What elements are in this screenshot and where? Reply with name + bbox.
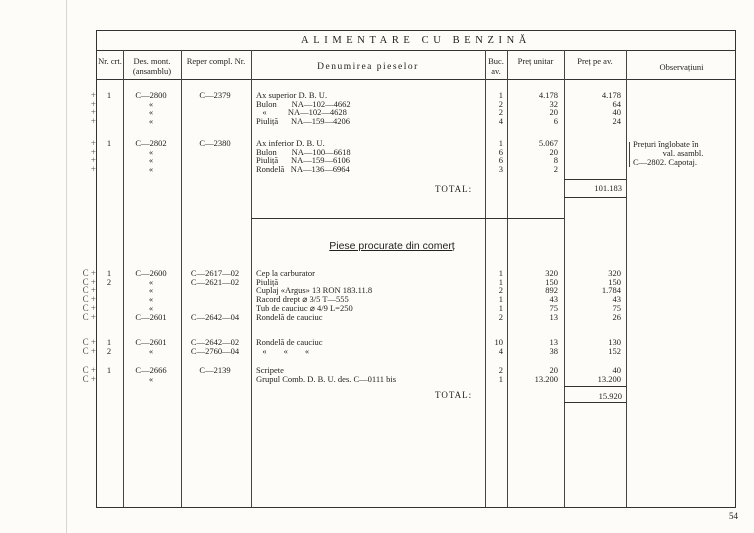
observation-note-line: Prețuri înglobate în bbox=[633, 139, 699, 149]
cell-nr: 1 bbox=[106, 337, 112, 347]
cell-reper: C—2621—02 bbox=[190, 276, 240, 287]
cell-reper: C—2380 bbox=[199, 138, 231, 148]
cell-buc: 6 bbox=[498, 155, 503, 166]
cell-buc: 2 bbox=[498, 285, 503, 296]
cell-mark: + bbox=[90, 164, 96, 175]
cell-reper: C—2379 bbox=[199, 90, 231, 100]
cell-buc: 1 bbox=[498, 302, 503, 313]
cell-pa: 24 bbox=[612, 116, 621, 127]
cell-name: Grupul Comb. D. B. U. des. C—0111 bis bbox=[256, 373, 397, 384]
cell-mark: C + bbox=[82, 345, 96, 356]
header-pret-unitar: Preț unitar bbox=[517, 56, 554, 66]
cell-des: C—2600 bbox=[135, 268, 167, 278]
cell-pu: 5.067 bbox=[538, 138, 558, 148]
cell-nr: 1 bbox=[106, 90, 112, 100]
table-title: ALIMENTARE CU BENZINĂ bbox=[301, 35, 531, 46]
header-denumirea: Denumirea pieselor bbox=[317, 62, 419, 72]
cell-mark: C + bbox=[82, 311, 96, 322]
cell-nr: 1 bbox=[106, 365, 112, 375]
cell-mark: C + bbox=[82, 268, 96, 278]
cell-nr: 1 bbox=[106, 138, 112, 148]
cell-des: C—2800 bbox=[135, 90, 167, 100]
cell-pa: 40 bbox=[612, 365, 621, 375]
cell-pa: 43 bbox=[612, 294, 621, 305]
cell-pa: 320 bbox=[608, 268, 621, 278]
cell-des: « bbox=[148, 285, 154, 296]
total-label: TOTAL: bbox=[435, 390, 473, 400]
cell-name: Racord drept ⌀ 3/5 T—555 bbox=[256, 294, 349, 305]
cell-nr: 2 bbox=[106, 276, 112, 287]
cell-des: C—2601 bbox=[135, 311, 167, 322]
cell-pu: 2 bbox=[553, 164, 558, 175]
cell-pu: 892 bbox=[545, 285, 558, 296]
page-binding-edge bbox=[66, 0, 67, 533]
cell-name: Piuliță NA—159—4206 bbox=[256, 116, 350, 127]
total-rule bbox=[564, 402, 626, 403]
cell-buc: 10 bbox=[494, 337, 503, 347]
col-line bbox=[251, 50, 252, 507]
cell-des: « bbox=[148, 276, 154, 287]
cell-pu: 8 bbox=[553, 155, 558, 166]
cell-reper: C—2617—02 bbox=[190, 268, 240, 278]
cell-des: « bbox=[148, 146, 154, 157]
cell-pa: 152 bbox=[608, 345, 621, 356]
cell-nr: 2 bbox=[106, 345, 112, 356]
cell-name: Bulon NA—102—4662 bbox=[256, 98, 351, 109]
cell-buc: 1 bbox=[498, 268, 503, 278]
cell-pa: 40 bbox=[612, 107, 621, 118]
header-divider bbox=[97, 79, 735, 80]
cell-pu: 43 bbox=[549, 294, 558, 305]
cell-pa: 4.178 bbox=[601, 90, 621, 100]
cell-buc: 2 bbox=[498, 311, 503, 322]
cell-pu: 75 bbox=[549, 302, 558, 313]
cell-buc: 1 bbox=[498, 373, 503, 384]
cell-pu: 150 bbox=[545, 276, 558, 287]
cell-name: Piuliță bbox=[256, 276, 279, 287]
cell-buc: 4 bbox=[498, 116, 503, 127]
cell-name: Bulon NA—100—6618 bbox=[256, 146, 351, 157]
cell-pa: 130 bbox=[608, 337, 621, 347]
title-divider bbox=[97, 50, 735, 51]
cell-buc: 1 bbox=[498, 90, 503, 100]
cell-des: « bbox=[148, 107, 154, 118]
cell-des: « bbox=[148, 302, 154, 313]
cell-mark: C + bbox=[82, 302, 96, 313]
cell-mark: + bbox=[90, 138, 96, 148]
cell-pu: 13 bbox=[549, 311, 558, 322]
cell-pa: 150 bbox=[608, 276, 621, 287]
cell-pu: 38 bbox=[549, 345, 558, 356]
cell-name: « NA—102—4628 bbox=[256, 107, 347, 118]
cell-pu: 32 bbox=[549, 98, 558, 109]
cell-mark: + bbox=[90, 98, 96, 109]
header-des-mont: Des. mont. (ansamblu) bbox=[132, 56, 172, 76]
cell-pa: 75 bbox=[612, 302, 621, 313]
cell-name: Rondelă de cauciuc bbox=[256, 337, 323, 347]
cell-reper: C—2760—04 bbox=[190, 345, 240, 356]
cell-pu: 13 bbox=[549, 337, 558, 347]
cell-name: Rondelă NA—136—6964 bbox=[256, 164, 350, 175]
header-nr: Nr. crt. bbox=[98, 56, 122, 66]
cell-reper: C—2139 bbox=[199, 365, 231, 375]
cell-pu: 20 bbox=[549, 146, 558, 157]
cell-des: C—2666 bbox=[135, 365, 167, 375]
cell-name: Piuliță NA—159—6106 bbox=[256, 155, 350, 166]
cell-mark: C + bbox=[82, 276, 96, 287]
cell-buc: 1 bbox=[498, 294, 503, 305]
cell-nr: 1 bbox=[106, 268, 112, 278]
cell-des: « bbox=[148, 164, 154, 175]
header-pret-av: Preț pe av. bbox=[577, 56, 613, 66]
cell-des: C—2601 bbox=[135, 337, 167, 347]
cell-pa: 64 bbox=[612, 98, 621, 109]
cell-des: C—2802 bbox=[135, 138, 167, 148]
cell-name: Ax superior D. B. U. bbox=[256, 90, 328, 100]
cell-mark: C + bbox=[82, 337, 96, 347]
cell-des: « bbox=[148, 294, 154, 305]
observation-note-line: val. asambl. bbox=[662, 148, 704, 158]
cell-buc: 4 bbox=[498, 345, 503, 356]
cell-mark: + bbox=[90, 90, 96, 100]
page-number: 54 bbox=[729, 511, 738, 521]
cell-des: « bbox=[148, 98, 154, 109]
cell-des: « bbox=[148, 345, 154, 356]
cell-mark: C + bbox=[82, 294, 96, 305]
cell-buc: 6 bbox=[498, 146, 503, 157]
cell-buc: 2 bbox=[498, 98, 503, 109]
cell-name: Cuplaj «Argus» 13 RON 183.11.8 bbox=[256, 285, 373, 296]
cell-mark: C + bbox=[82, 373, 96, 384]
cell-mark: C + bbox=[82, 365, 96, 375]
cell-name: Cep la carburator bbox=[256, 268, 315, 278]
cell-name: Tub de cauciuc ⌀ 4/9 L=250 bbox=[256, 302, 353, 313]
cell-buc: 3 bbox=[498, 164, 503, 175]
cell-name: « « « bbox=[256, 345, 310, 356]
cell-pu: 20 bbox=[549, 107, 558, 118]
cell-pu: 6 bbox=[553, 116, 558, 127]
cell-pa: 26 bbox=[612, 311, 621, 322]
cell-des: « bbox=[148, 116, 154, 127]
section-title-commercial-parts: Piese procurate din comerț bbox=[329, 240, 455, 252]
observation-note-line: C—2802. Capotaj. bbox=[633, 157, 697, 167]
cell-reper: C—2642—02 bbox=[190, 337, 240, 347]
total-value: 15.920 bbox=[598, 391, 622, 401]
cell-des: « bbox=[148, 373, 154, 384]
cell-buc: 2 bbox=[498, 365, 503, 375]
cell-name: Ax inferior D. B. U. bbox=[256, 138, 325, 148]
cell-mark: + bbox=[90, 107, 96, 118]
cell-reper: C—2642—04 bbox=[190, 311, 240, 322]
total-rule bbox=[564, 386, 626, 387]
header-buc: Buc. av. bbox=[488, 56, 504, 76]
cell-name: Scripete bbox=[256, 365, 284, 375]
total-value: 101.183 bbox=[594, 183, 622, 193]
total-rule bbox=[564, 197, 626, 198]
cell-pu: 4.178 bbox=[538, 90, 558, 100]
cell-mark: C + bbox=[82, 285, 96, 296]
col-line bbox=[626, 50, 627, 507]
cell-pu: 320 bbox=[545, 268, 558, 278]
cell-name: Rondelă de cauciuc bbox=[256, 311, 323, 322]
total-label: TOTAL: bbox=[435, 184, 473, 194]
cell-buc: 2 bbox=[498, 107, 503, 118]
cell-des: « bbox=[148, 155, 154, 166]
cell-pu: 20 bbox=[549, 365, 558, 375]
cell-mark: + bbox=[90, 146, 96, 157]
note-bracket bbox=[629, 142, 632, 167]
cell-buc: 1 bbox=[498, 138, 503, 148]
header-reper: Reper compl. Nr. bbox=[186, 56, 246, 66]
section-divider bbox=[251, 218, 564, 219]
cell-pu: 13.200 bbox=[534, 373, 558, 384]
header-observatii: Observațiuni bbox=[659, 62, 704, 72]
total-rule bbox=[564, 179, 626, 180]
cell-mark: + bbox=[90, 155, 96, 166]
cell-mark: + bbox=[90, 116, 96, 127]
cell-buc: 1 bbox=[498, 276, 503, 287]
cell-pa: 1.784 bbox=[601, 285, 621, 296]
cell-pa: 13.200 bbox=[597, 373, 621, 384]
